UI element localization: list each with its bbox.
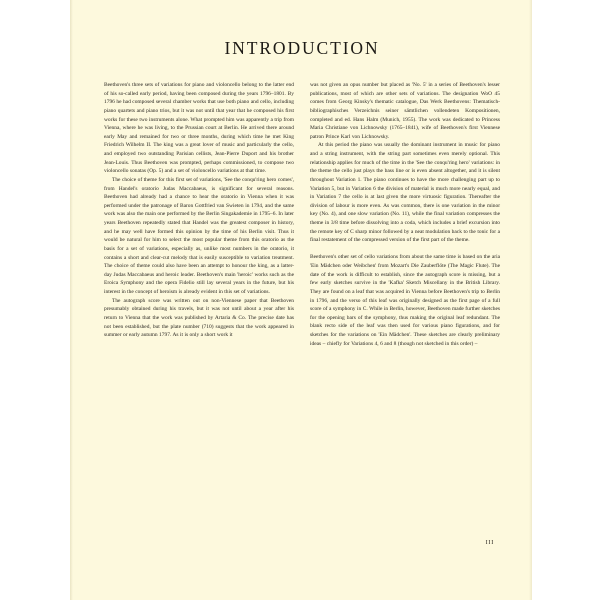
paragraph: Beethoven's other set of cello variations from about the same time is based on the aria 'Ein Mädchen oder Weibchen' from Mozart's Die Zauberflöte (The Magic Flute). The date of the work is difficult to establish, since the autograph score is missing, but a few early sketches survive in the 'Kafka' Sketch Miscellany in the British Library. They are found on a leaf that was acquired in Vienna before Beethoven's trip to Berlin in 1796, and the verso of this leaf was originally designed as the first page of a full score of a symphony in C. While in Berlin, however, Beethoven made further sketches for the opening bars of the symphony, thus making the original leaf redundant. The blank recto side of the leaf was then used for various piano figurations, and for sketches for the variations on 'Ein Mädchen'. These sketches are clearly preliminary ideas – chiefly for Variations 4, 6 and 8 (though not sketched in this order) – (310, 254, 500, 347)
paragraph: The autograph score was written out on non-Viennese paper that Beethoven presumably obtained during his travels, but it was not until about a year after his return to Vienna that the work was published by Artaria & Co. The precise date has not been established, but the plate number (710) suggests that the work appeared in summer or early autumn 1797. As it is only a short work it (104, 297, 294, 339)
text-column-right (310, 81, 500, 348)
paragraph: was not given an opus number but placed as 'No. 5' in a series of Beethoven's lesser publications, most of which are other sets of variations. The designation WoO 45 comes from Georg Kinsky's thematic catalogue, Das Werk Beethovens: Thematisch-bibliographisches Verzeichnis seiner sämtlichen vollendeten Kompositionen, completed and ed. Hans Halm (Munich, 1955). The work was dedicated to Princess Maria Christiane von Lichnowsky (1765–1841), wife of Beethoven's first Viennese patron Prince Karl von Lichnowsky. (310, 82, 500, 140)
page-title: INTRODUCTION (224, 38, 380, 58)
page-right-edge-shading (529, 0, 532, 600)
page-number: III (485, 540, 494, 546)
paragraph: Beethoven's three sets of variations for piano and violoncello belong to the latter end of his so-called early period, having been composed during the years 1796–1801. By 1796 he had composed several chamber works that use both piano and cello, including piano quartets and piano trios, but it was not until that year that he composed his first works for these two instruments alone. What prompted him was apparently a trip from Vienna, where he was living, to the Prussian court at Berlin. He arrived there around early May and remained for two or three months, during which time he met King Friedrich Wilhelm II. The king was a great lover of music and particularly the cello, and employed two outstanding Parisian cellists, Jean-Pierre Duport and his brother Jean-Louis. Thus Beethoven was prompted, perhaps commissioned, to compose two violoncello sonatas (Op. 5) and a set of violoncello variations at that time. (104, 82, 294, 175)
two-column-layout (104, 81, 500, 348)
page-content-area (104, 38, 500, 562)
page-left-edge-shading (70, 0, 73, 600)
paragraph: At this period the piano was usually the dominant instrument in music for piano and a string instrument, with the string part sometimes even merely optional. This relationship applies for much of the time in the 'See the conqu'ring hero' variations: in the theme the cello just plays the bass line or is even absent altogether, and it is silent throughout Variation 1. The piano continues to have the more challenging part up to Variation 5, but in Variation 6 the division of material is much more nearly equal, and in Variation 7 the cello is at last given the more virtuosic figuration. Thereafter the division of labour is more even. As was common, there is one variation in the minor key (No. 4), and one slow variation (No. 11), while the final variation compresses the theme in 3/8 time before dissolving into a coda, which includes a brief excursion into the remote key of C sharp minor followed by a neat modulation back to the tonic for a final restatement of the compressed version of the first part of the theme. (310, 142, 500, 244)
document-page (70, 0, 532, 600)
text-column-left (104, 81, 294, 340)
paragraph: The choice of theme for this first set of variations, 'See the conqu'ring hero comes', from Handel's oratorio Judas Maccabaeus, is significant for several reasons. Beethoven had already had a chance to hear the oratorio in Vienna when it was performed under the patronage of Baron Gottfried van Swieten in 1794, and the same work was also the main one performed by the Berlin Singakademie in 1795–6. In later years Beethoven repeatedly stated that Handel was the greatest composer in history, and he may well have formed this opinion by the time of his Berlin visit. Thus it would be natural for him to select the most popular theme from this oratorio as the basis for a set of variations, especially as, unlike most numbers in the oratorio, it contains a short and clear-cut melody that is easily susceptible to variation treatment. The choice of theme could also have been an attempt to honour the king, as a latter-day Judas Maccabaeus and heroic leader. Beethoven's main 'heroic' works such as the Eroica Symphony and the opera Fidelio still lay several years in the future, but his interest in the concept of heroism is already evident in this set of variations. (104, 176, 294, 295)
